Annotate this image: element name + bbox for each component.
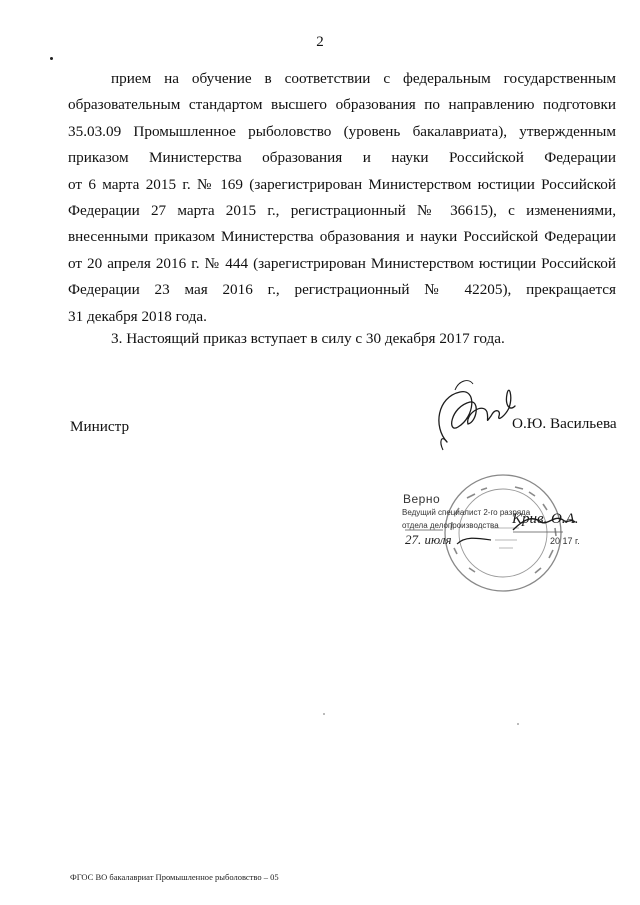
page-number: 2 xyxy=(316,34,324,50)
body-line: прием на обучение в соответствии с федеральным государственным xyxy=(111,70,616,87)
body-line: приказом Министерства образования и науки Российской Федерации xyxy=(68,149,616,167)
certification-stamp xyxy=(395,470,595,600)
stamp-signer: Крив. О.А. xyxy=(512,511,579,527)
stamp-position-line: Ведущий специалист 2-го разряда xyxy=(402,508,531,517)
scan-speck xyxy=(323,713,325,715)
body-line: 31 декабря 2018 года. xyxy=(68,307,207,325)
stamp-date-day: 27. июля xyxy=(405,532,452,547)
stamp-header: Верно xyxy=(403,492,441,506)
body-line: Федерации 23 мая 2016 г., регистрационный № 42205), прекращается xyxy=(68,281,616,299)
minister-name: О.Ю. Васильева xyxy=(512,415,617,432)
body-line: Федерации 27 марта 2015 г., регистрационный № 36615), с изменениями, xyxy=(68,202,616,220)
stamp-department-line: отдела делопроизводства xyxy=(402,521,499,530)
body-line: 35.03.09 Промышленное рыболовство (уровень бакалавриата), утвержденным xyxy=(68,122,616,140)
document-footer: ФГОС ВО бакалавриат Промышленное рыболовство – 05 xyxy=(70,872,279,882)
minister-title: Министр xyxy=(70,418,130,435)
clause-3: 3. Настоящий приказ вступает в силу с 30 декабря 2017 года. xyxy=(111,330,505,347)
scan-dot xyxy=(50,57,53,60)
body-line: от 6 марта 2015 г. № 169 (зарегистрирован Министерством юстиции Российской xyxy=(68,175,616,193)
body-line: внесенными приказом Министерства образования и науки Российской Федерации xyxy=(68,228,616,246)
body-line: образовательным стандартом высшего образования по направлению подготовки xyxy=(68,96,616,114)
body-line: от 20 апреля 2016 г. № 444 (зарегистрирован Министерством юстиции Российской xyxy=(68,254,616,272)
order-body-paragraph xyxy=(68,66,616,330)
stamp-date-year: 20 17 г. xyxy=(550,536,580,546)
scan-speck xyxy=(517,723,519,725)
